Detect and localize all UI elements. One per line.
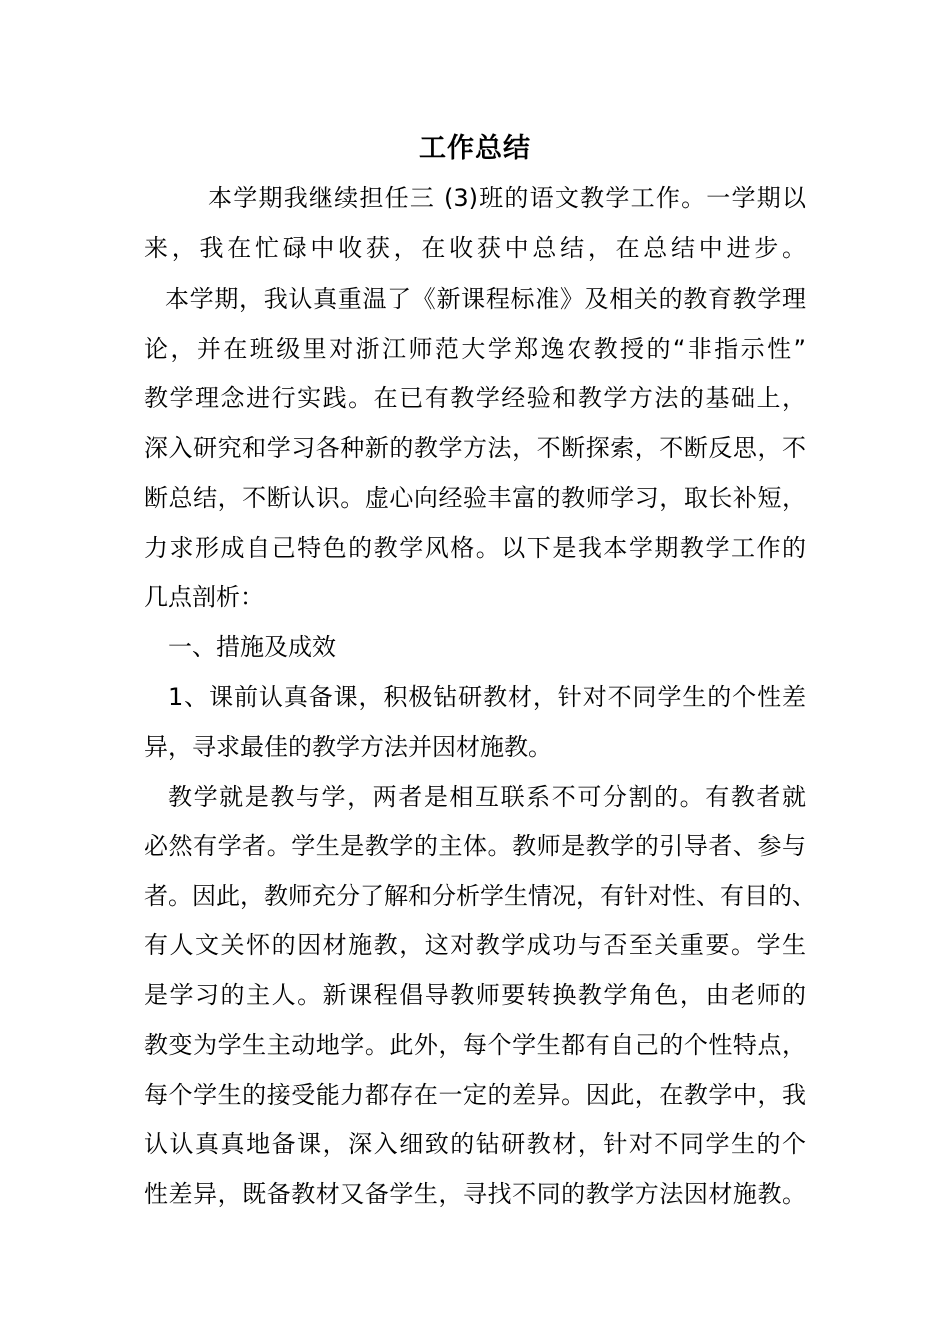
paragraph-line: 本学期我继续担任三 (3)班的语文教学工作。一学期以 [208, 184, 806, 212]
paragraph-line: 深入研究和学习各种新的教学方法，不断探索，不断反思，不 [144, 434, 806, 462]
paragraph-line: 论，并在班级里对浙江师范大学郑逸农教授的“非指示性” [144, 335, 806, 363]
paragraph-line: 教学理念进行实践。在已有教学经验和教学方法的基础上， [144, 384, 806, 412]
paragraph-line: 来，我在忙碌中收获，在收获中总结，在总结中进步。 [144, 234, 806, 262]
paragraph-line: 有人文关怀的因材施教，这对教学成功与否至关重要。学生 [144, 931, 806, 959]
section-heading: 一、措施及成效 [168, 633, 336, 661]
document-title: 工作总结 [419, 133, 531, 164]
numbered-item-line: 异，寻求最佳的教学方法并因材施教。 [144, 733, 552, 761]
paragraph-line: 力求形成自己特色的教学风格。以下是我本学期教学工作的 [144, 534, 806, 562]
paragraph-line: 断总结，不断认识。虚心向经验丰富的教师学习，取长补短， [144, 484, 806, 512]
paragraph-line: 教学就是教与学，两者是相互联系不可分割的。有教者就 [168, 783, 806, 811]
paragraph-line: 教变为学生主动地学。此外，每个学生都有自己的个性特点， [144, 1031, 806, 1059]
paragraph-line: 每个学生的接受能力都存在一定的差异。因此，在教学中，我 [144, 1081, 806, 1109]
paragraph-line: 性差异，既备教材又备学生，寻找不同的教学方法因材施教。 [144, 1180, 806, 1208]
numbered-item-line: 1、课前认真备课，积极钻研教材，针对不同学生的个性差 [168, 683, 806, 711]
paragraph-line: 本学期，我认真重温了《新课程标准》及相关的教育教学理 [165, 285, 806, 313]
paragraph-line: 认认真真地备课，深入细致的钻研教材，针对不同学生的个 [144, 1130, 806, 1158]
paragraph-line: 是学习的主人。新课程倡导教师要转换教学角色，由老师的 [144, 981, 806, 1009]
paragraph-line: 必然有学者。学生是教学的主体。教师是教学的引导者、参与 [144, 832, 806, 860]
paragraph-line: 者。因此，教师充分了解和分析学生情况，有针对性、有目的、 [144, 882, 816, 910]
paragraph-line: 几点剖析： [144, 583, 264, 611]
